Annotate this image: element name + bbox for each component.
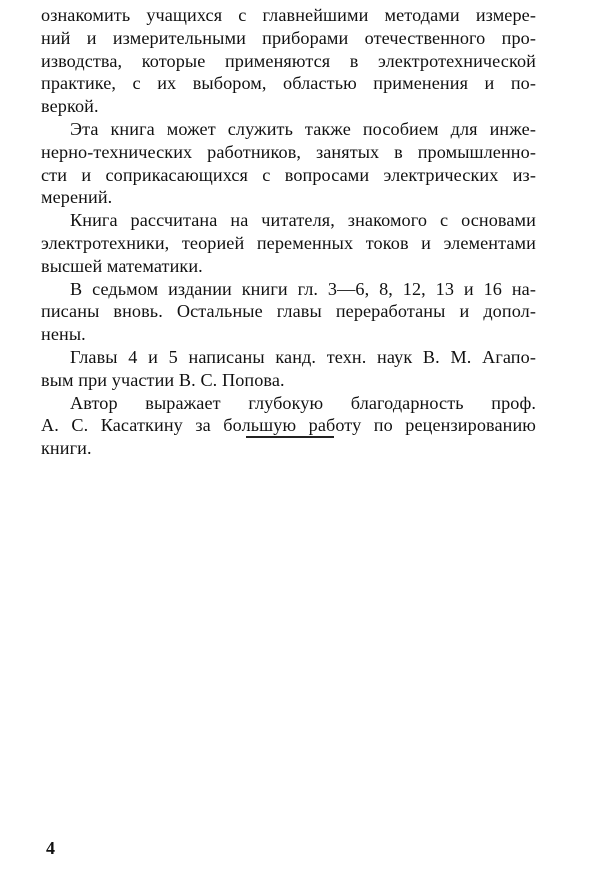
text-line: мерений.: [41, 187, 113, 208]
text-line: ознакомить учащихся с главнейшими методами измере-: [41, 5, 536, 25]
text-line: вым при участии В. С. Попова.: [41, 369, 285, 390]
text-line: практике, с их выбором, областью применения и по-: [41, 73, 536, 94]
text-line: Книга рассчитана на читателя, знакомого с основами: [70, 210, 536, 231]
text-line: Главы 4 и 5 написаны канд. техн. наук В. М. Агапо-: [70, 346, 536, 367]
text-line: книги.: [41, 438, 92, 459]
text-line: высшей математики.: [41, 255, 203, 276]
section-divider: [246, 436, 334, 438]
paragraph-seventh-edition: [41, 278, 536, 346]
text-line: писаны вновь. Остальные главы переработаны и допол-: [41, 301, 536, 322]
paragraph-audience: [41, 209, 536, 277]
paragraph-engineers: [41, 118, 536, 209]
paragraph-acknowledgement: [41, 392, 536, 460]
text-line: А. С. Касаткину за большую работу по рецензированию: [41, 415, 536, 436]
text-line: нены.: [41, 324, 86, 345]
page-number: 4: [46, 838, 55, 858]
paragraph-intro-continuation: [41, 4, 536, 118]
text-line: В седьмом издании книги гл. 3—6, 8, 12, 13 и 16 на-: [70, 278, 536, 299]
text-line: электротехники, теорией переменных токов и элементами: [41, 232, 536, 253]
text-line: ний и измерительными приборами отечественного про-: [41, 27, 536, 48]
paragraph-chapters-authors: [41, 346, 536, 392]
text-line: сти и соприкасающихся с вопросами электрических из-: [41, 164, 536, 185]
text-line: нерно-технических работников, занятых в промышленно-: [41, 141, 536, 162]
text-line: изводства, которые применяются в электротехнической: [41, 50, 536, 71]
text-line: веркой.: [41, 96, 99, 117]
text-line: Эта книга может служить также пособием для инже-: [70, 118, 536, 139]
text-line: Автор выражает глубокую благодарность проф.: [70, 392, 536, 413]
page-body: [41, 4, 536, 460]
